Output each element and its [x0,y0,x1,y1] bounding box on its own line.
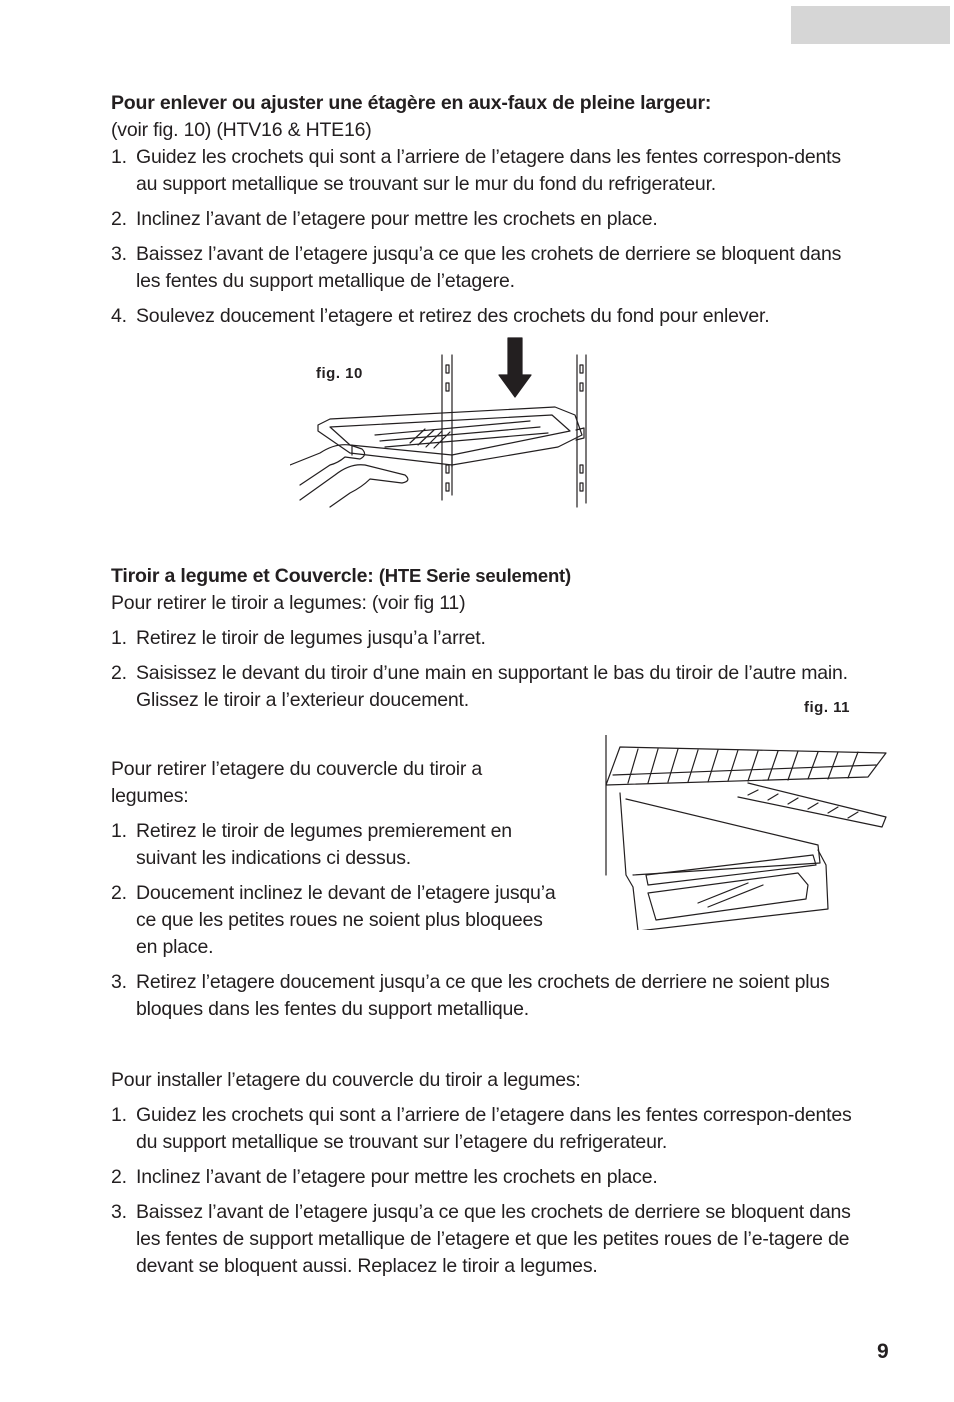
cover-remove-step-3: 3. Retirez l’etagere doucement jusqu’a ce que les crochets de derriere ne soient plus bloques dans les fentes du support metallique. [111,971,830,1020]
crisper-step-1: 1. Retirez le tiroir de legumes jusqu’a l’arret. [111,627,486,649]
section-tab [791,6,950,44]
crisper-step-2: 2. Saisissez le devant du tiroir d’une main en supportant le bas du tiroir de l’autre main. Glissez le tiroir a l’exterieur doucement. [111,662,848,711]
shelf-step-3: 3. Baissez l’avant de l’etagere jusqu’a ce que les crohets de derriere se bloquent dans les fentes du support metallique de l’etagere. [111,243,842,292]
shelf-step-4: 4. Soulevez doucement l’etagere et retirez des crochets du fond pour enlever. [111,305,770,327]
shelf-step-2: 2. Inclinez l’avant de l’etagere pour mettre les crochets en place. [111,208,658,230]
shelf-heading: Pour enlever ou ajuster une étagère en aux-faux de pleine largeur: [111,92,712,114]
shelf-section [111,90,871,330]
fig11-label: fig. 11 [804,699,851,716]
cover-remove-step-2: 2. Doucement inclinez le devant de l’etagere jusqu’a ce que les petites roues ne soient plus bloquees en place. [111,882,556,958]
cover-install-section [111,1067,871,1280]
cover-install-step-2: 2. Inclinez l’avant de l’etagere pour mettre les crochets en place. [111,1166,658,1188]
cover-remove-intro: Pour retirer l’etagere du couvercle du tiroir a legumes: [111,758,483,807]
crisper-intro: Pour retirer le tiroir a legumes: (voir fig 11) [111,592,466,614]
page-number: 9 [877,1340,889,1363]
fig10-label: fig. 10 [316,365,363,382]
crisper-heading: Tiroir a legume et Couvercle: (HTE Serie seulement) [111,565,571,587]
cover-install-step-1: 1. Guidez les crochets qui sont a l’arriere de l’etagere dans les fentes correspon-dentes du support metallique se trouvant sur l’etagere du refrigerateur. [111,1104,852,1153]
fig10-shelf-illustration [290,335,600,510]
shelf-step-1: 1. Guidez les crochets qui sont a l’arriere de l’etagere dans les fentes correspon-dents au support metallique se trouvant sur le mur du fond du refrigerateur. [111,146,841,195]
shelf-figure-ref: (voir fig. 10) (HTV16 & HTE16) [111,119,372,141]
crisper-section [111,562,871,714]
cover-remove-section [111,756,871,1023]
cover-install-step-3: 3. Baissez l’avant de l’etagere jusqu’a ce que les crochets de derriere se bloquent dans les fentes de support metallique de l’etagere et que les petites roues de l’e-tagere de devant se bloquent aussi. Replacez le tiroir a legumes. [111,1201,851,1277]
cover-remove-step-1: 1. Retirez le tiroir de legumes premierement en suivant les indications ci dessus. [111,820,512,869]
cover-install-intro: Pour installer l’etagere du couvercle du tiroir a legumes: [111,1069,581,1091]
